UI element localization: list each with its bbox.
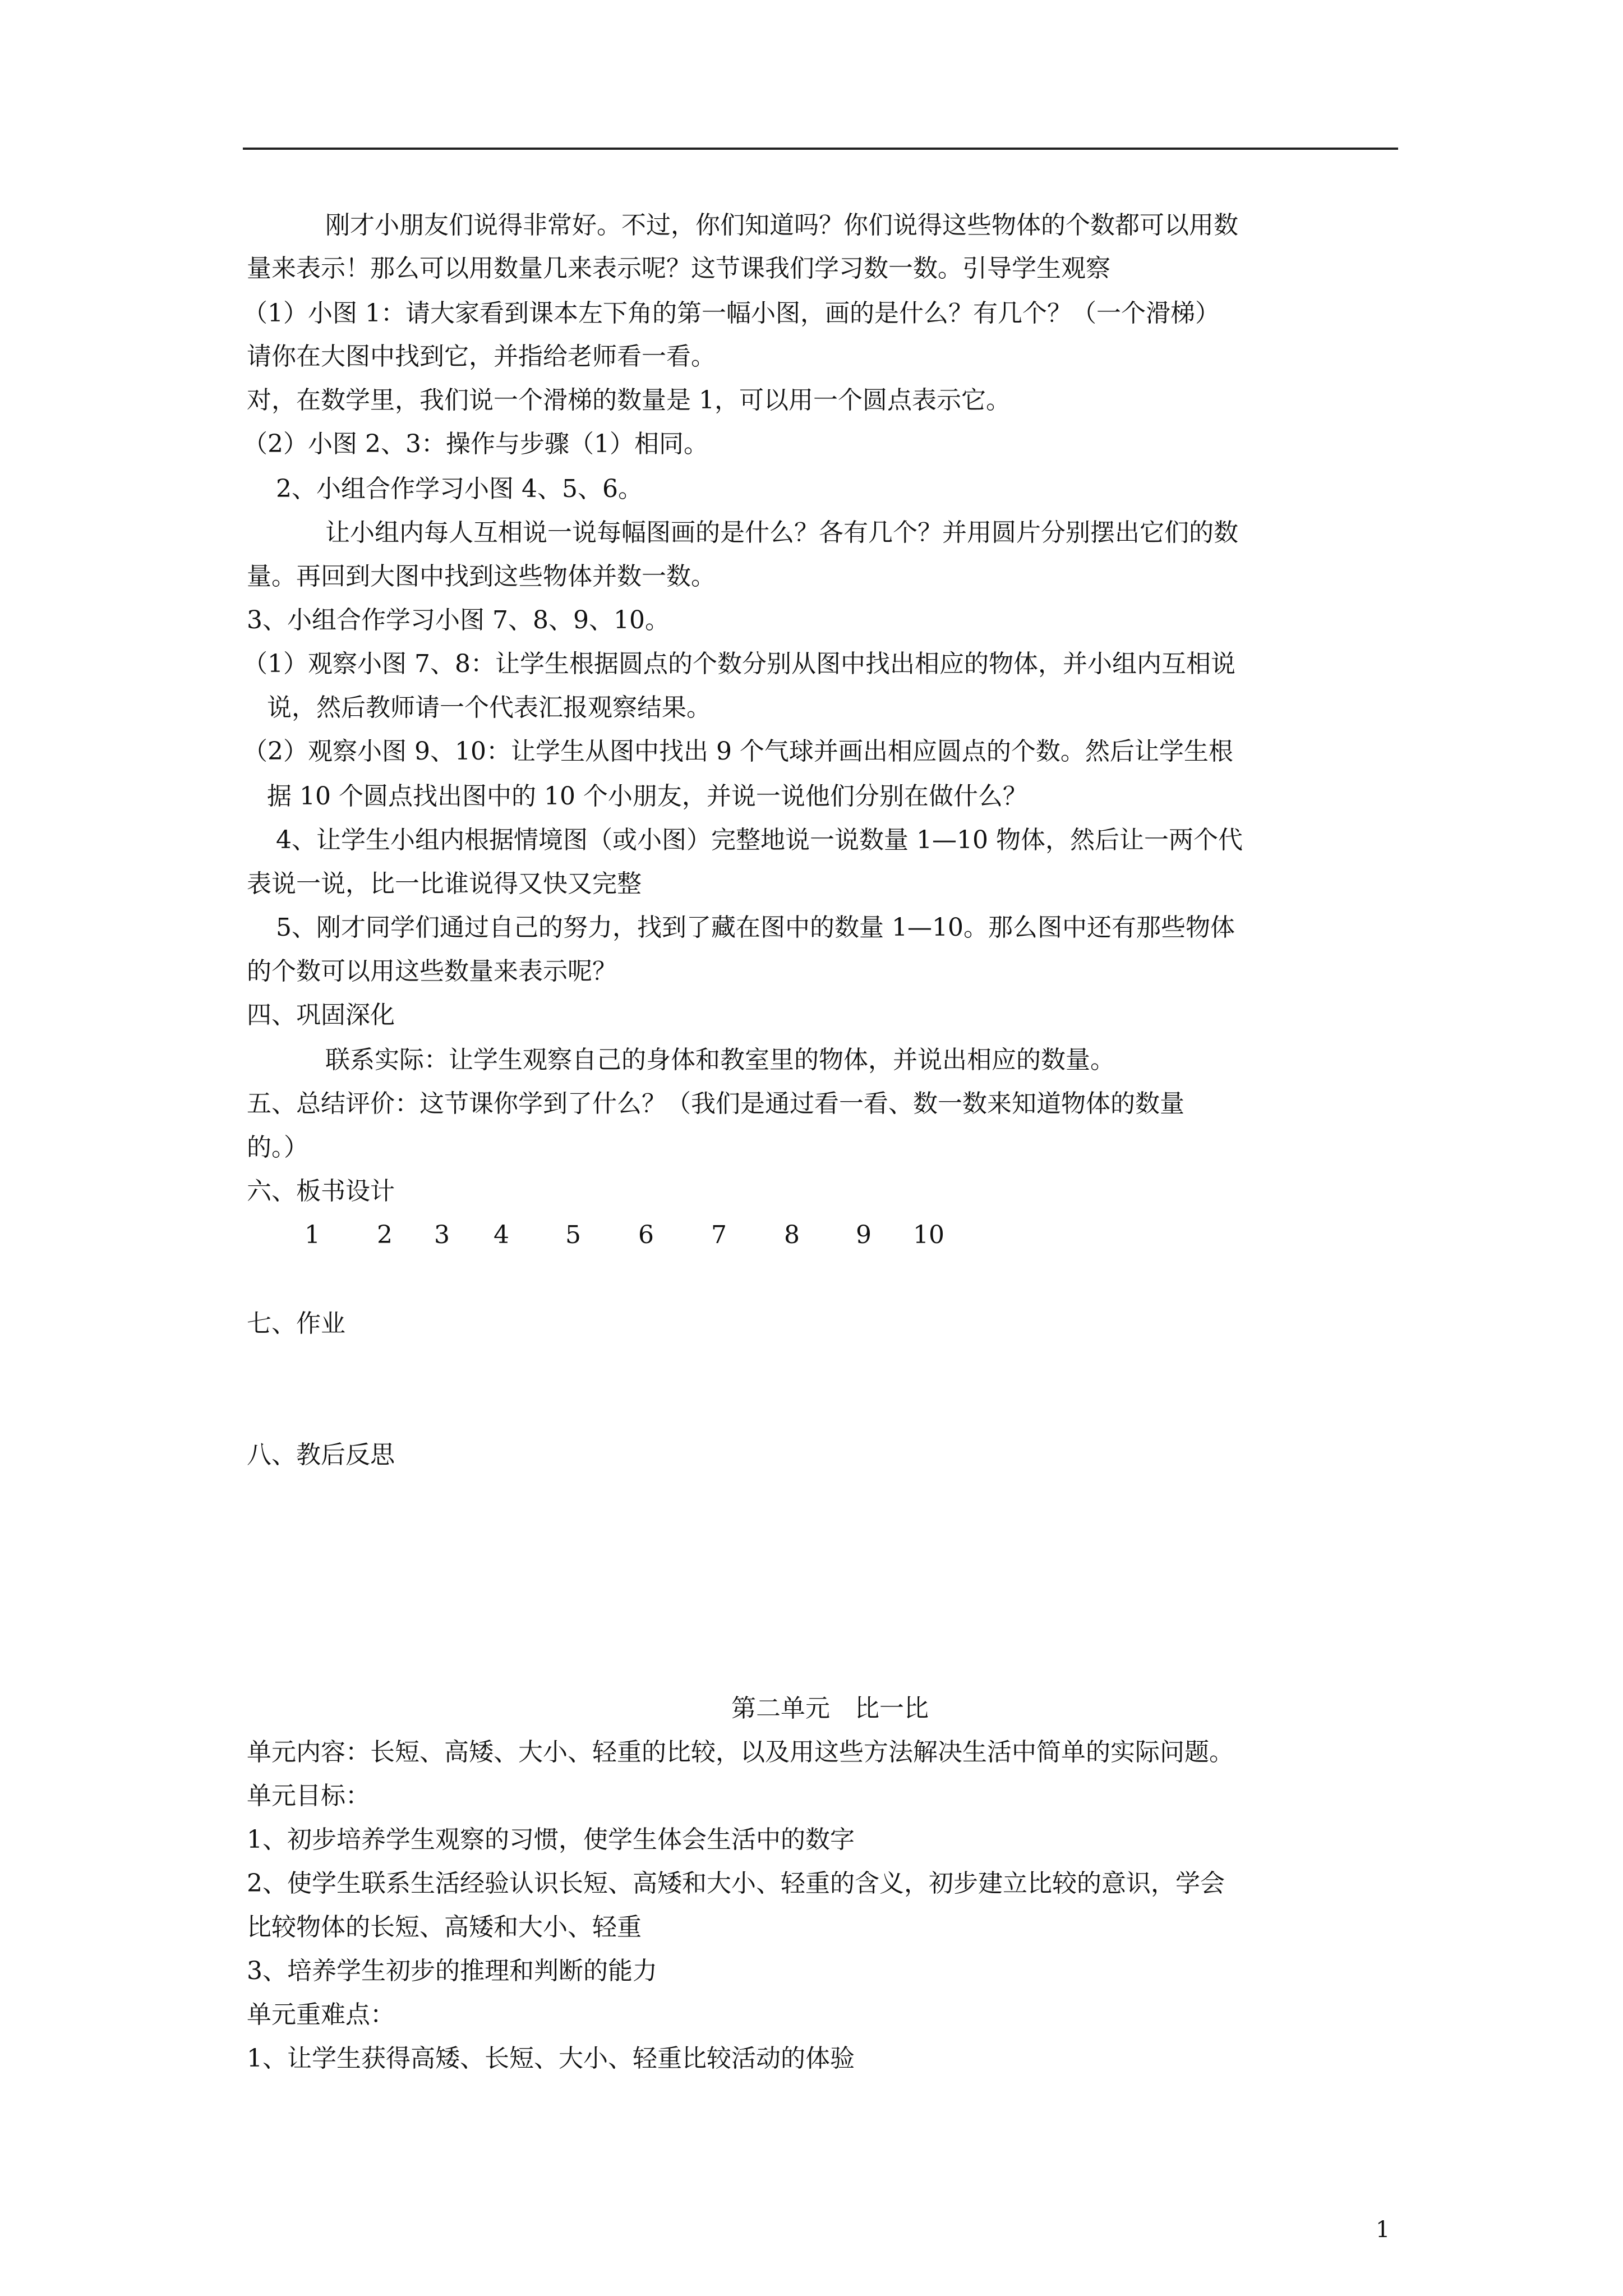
text-line: 4、让学生小组内根据情境图（或小图）完整地说一说数量 1—10 物体，然后让一两个代 bbox=[276, 826, 1243, 854]
section-heading: 五、总结评价：这节课你学到了什么？（我们是通过看一看、数一数来知道物体的数量 bbox=[247, 1089, 1184, 1118]
board-number: 10 bbox=[913, 1221, 944, 1249]
unit-title: 第二单元 比一比 bbox=[731, 1694, 929, 1723]
section-heading: 六、板书设计 bbox=[247, 1177, 395, 1205]
text-line: 单元内容：长短、高矮、大小、轻重的比较，以及用这些方法解决生活中简单的实际问题。 bbox=[247, 1738, 1234, 1766]
text-line: 的个数可以用这些数量来表示呢？ bbox=[247, 957, 617, 986]
board-number: 9 bbox=[856, 1221, 872, 1249]
board-number: 2 bbox=[377, 1221, 393, 1249]
text-line: 说，然后教师请一个代表汇报观察结果。 bbox=[267, 693, 711, 722]
text-line: 的。） bbox=[247, 1133, 308, 1162]
board-number: 1 bbox=[305, 1221, 320, 1249]
section-heading: 七、作业 bbox=[247, 1309, 345, 1338]
board-number: 7 bbox=[711, 1221, 727, 1249]
board-number: 6 bbox=[638, 1221, 654, 1249]
text-line: 请你在大图中找到它，并指给老师看一看。 bbox=[247, 342, 716, 371]
text-line: 1、初步培养学生观察的习惯，使学生体会生活中的数字 bbox=[247, 1825, 855, 1854]
text-line: 3、培养学生初步的推理和判断的能力 bbox=[247, 1957, 657, 1985]
board-number: 5 bbox=[565, 1221, 581, 1249]
text-line: 量。再回到大图中找到这些物体并数一数。 bbox=[247, 562, 716, 591]
section-heading: 四、巩固深化 bbox=[247, 1001, 395, 1029]
text-line: （2）观察小图 9、10：让学生从图中找出 9 个气球并画出相应圆点的个数。然后让学生根 bbox=[243, 737, 1233, 766]
text-line: 单元重难点： bbox=[247, 2000, 395, 2029]
text-line: 量来表示！那么可以用数量几来表示呢？这节课我们学习数一数。引导学生观察 bbox=[247, 254, 1110, 283]
text-line: （2）小图 2、3：操作与步骤（1）相同。 bbox=[243, 430, 708, 458]
board-number: 4 bbox=[494, 1221, 509, 1249]
text-line: 表说一说，比一比谁说得又快又完整 bbox=[247, 869, 642, 898]
text-line: 让小组内每人互相说一说每幅图画的是什么？各有几个？并用圆片分别摆出它们的数 bbox=[325, 518, 1238, 547]
board-number: 8 bbox=[784, 1221, 800, 1249]
text-line: 比较物体的长短、高矮和大小、轻重 bbox=[247, 1913, 642, 1941]
section-heading: 八、教后反思 bbox=[247, 1441, 395, 1469]
text-line: 3、小组合作学习小图 7、8、9、10。 bbox=[247, 606, 670, 634]
board-number: 3 bbox=[434, 1221, 450, 1249]
text-line: 据 10 个圆点找出图中的 10 个小朋友，并说一说他们分别在做什么？ bbox=[267, 782, 1027, 811]
text-line: 联系实际：让学生观察自己的身体和教室里的物体，并说出相应的数量。 bbox=[325, 1046, 1115, 1074]
text-line: 对，在数学里，我们说一个滑梯的数量是 1，可以用一个圆点表示它。 bbox=[247, 386, 1011, 415]
page-number: 1 bbox=[1376, 2217, 1390, 2243]
text-line: 1、让学生获得高矮、长短、大小、轻重比较活动的体验 bbox=[247, 2044, 855, 2073]
text-line: 2、使学生联系生活经验认识长短、高矮和大小、轻重的含义，初步建立比较的意识，学会 bbox=[247, 1869, 1225, 1898]
text-line: 单元目标： bbox=[247, 1782, 370, 1810]
header-rule bbox=[243, 148, 1398, 150]
text-line: 2、小组合作学习小图 4、5、6。 bbox=[276, 475, 643, 503]
text-line: 刚才小朋友们说得非常好。不过，你们知道吗？你们说得这些物体的个数都可以用数 bbox=[325, 211, 1238, 240]
text-line: （1）小图 1：请大家看到课本左下角的第一幅小图，画的是什么？有几个？（一个滑梯） bbox=[243, 299, 1220, 328]
text-line: （1）观察小图 7、8：让学生根据圆点的个数分别从图中找出相应的物体，并小组内互相说 bbox=[243, 650, 1235, 678]
text-line: 5、刚才同学们通过自己的努力，找到了藏在图中的数量 1—10。那么图中还有那些物体 bbox=[276, 913, 1235, 942]
